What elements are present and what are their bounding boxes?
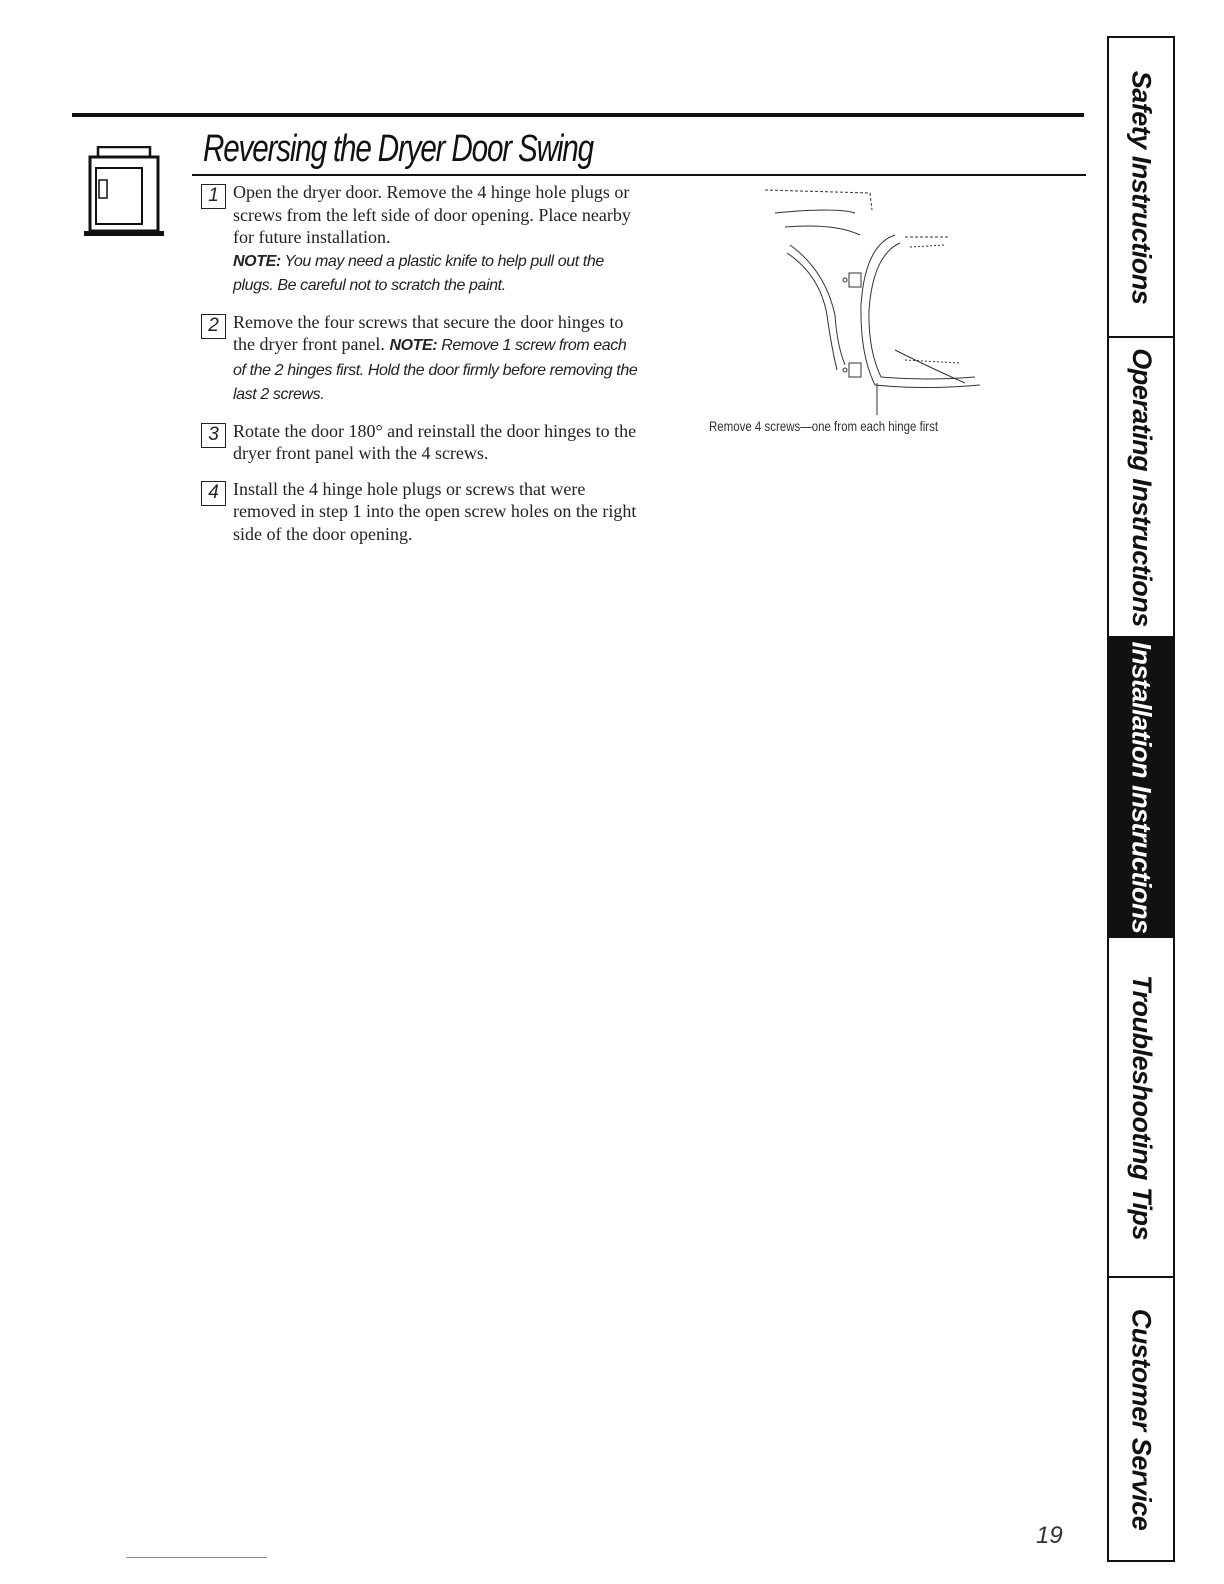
step-text: Open the dryer door. Remove the 4 hinge hole plugs or screws from the left side of door opening. Place nearby for future installation. (233, 182, 631, 247)
tab-installation-instructions[interactable] (1107, 636, 1175, 936)
footer-line (126, 1557, 267, 1558)
tab-safety-instructions[interactable] (1107, 36, 1175, 336)
door-hinge-illustration (765, 185, 985, 420)
step-1 (201, 181, 641, 298)
page-title: Reversing the Dryer Door Swing (203, 128, 593, 170)
step-list (201, 181, 641, 558)
tab-label: Customer Service (1126, 1308, 1157, 1530)
tab-label: Installation Instructions (1126, 640, 1157, 934)
tab-label: Troubleshooting Tips (1126, 974, 1157, 1240)
step-3 (201, 420, 641, 465)
note-text: You may need a plastic knife to help pull out the plugs. Be careful not to scratch the paint. (233, 252, 604, 294)
tab-customer-service[interactable] (1107, 1276, 1175, 1562)
title-rule (192, 174, 1086, 176)
page-number: 19 (1036, 1522, 1063, 1549)
note-text: Remove 1 screw from each of the 2 hinges first. Hold the door firmly before removing the last 2 screws. (233, 337, 638, 403)
note-label: NOTE: (233, 252, 281, 270)
step-2 (201, 311, 641, 407)
tab-label: Operating Instructions (1126, 347, 1157, 627)
top-rule (72, 113, 1084, 117)
section-tabs (1107, 36, 1175, 1562)
note-label: NOTE: (389, 337, 438, 354)
step-note (233, 253, 604, 295)
step-text: Rotate the door 180° and reinstall the door hinges to the dryer front panel with the 4 screws. (233, 420, 637, 463)
step-number: 2 (201, 314, 226, 339)
tab-troubleshooting-tips[interactable] (1107, 936, 1175, 1276)
step-text: Remove the four screws that secure the door hinges to the dryer front panel. (233, 311, 624, 354)
tab-operating-instructions[interactable] (1107, 336, 1175, 636)
step-4 (201, 478, 641, 546)
step-text: Install the 4 hinge hole plugs or screws that were removed in step 1 into the open screw holes on the right side of the door opening. (233, 478, 637, 544)
tab-label: Safety Instructions (1126, 70, 1157, 304)
step-number: 4 (201, 481, 226, 506)
step-number: 1 (201, 184, 226, 209)
dryer-icon (84, 146, 164, 238)
step-number: 3 (201, 423, 226, 448)
figure-caption: Remove 4 screws—one from each hinge first (709, 418, 939, 434)
